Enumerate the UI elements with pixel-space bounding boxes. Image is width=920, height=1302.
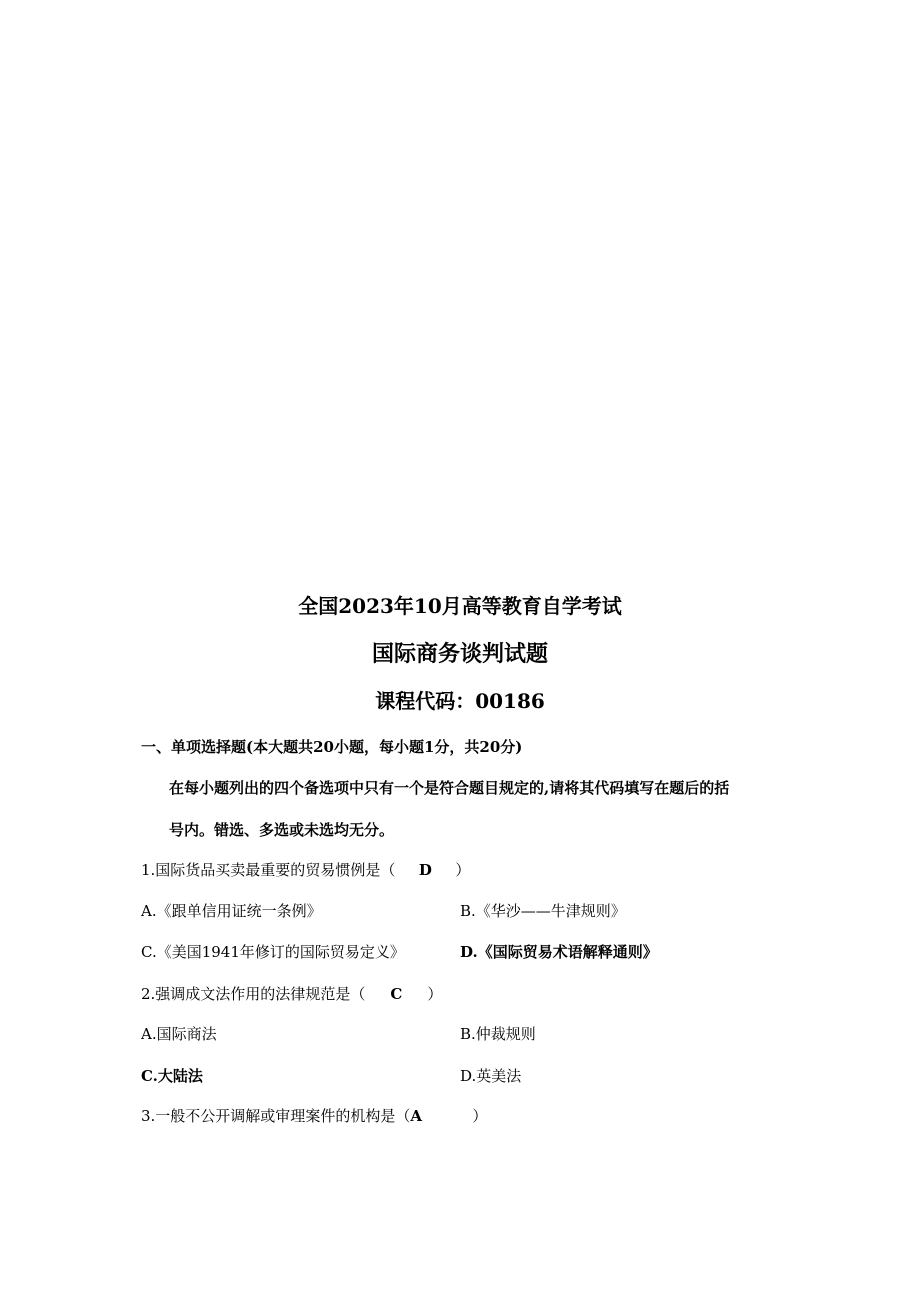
- question-2-option-b: B.仲裁规则: [460, 1025, 536, 1043]
- question-1-close: ）: [455, 861, 471, 879]
- question-1-option-a: A.《跟单信用证统一条例》: [141, 902, 322, 920]
- question-2-option-a: A.国际商法: [141, 1025, 217, 1043]
- question-3-stem: 3.一般不公开调解或审理案件的机构是（: [141, 1107, 411, 1125]
- question-1-stem: 1.国际货品买卖最重要的贸易惯例是（: [141, 861, 396, 879]
- question-2-stem: 2.强调成文法作用的法律规范是（: [141, 985, 366, 1003]
- question-3-close: ）: [472, 1107, 488, 1125]
- question-3: [141, 1105, 487, 1126]
- question-1-option-b: B.《华沙——牛津规则》: [460, 902, 626, 920]
- question-1: [141, 859, 470, 880]
- section-instruction-line2: 号内。错选、多选或未选均无分。: [169, 821, 395, 839]
- course-code: 课程代码：00186: [375, 689, 545, 713]
- question-3-answer: A: [410, 1107, 422, 1125]
- section-heading: 一、单项选择题(本大题共20小题，每小题1分，共20分): [141, 738, 523, 756]
- question-1-answer: D: [418, 861, 432, 879]
- question-2-close: ）: [427, 985, 443, 1003]
- question-2-option-c: C.大陆法: [141, 1067, 203, 1085]
- question-2: [141, 983, 442, 1004]
- question-2-answer: C: [390, 985, 403, 1003]
- question-1-option-c: C.《美国1941年修订的国际贸易定义》: [141, 943, 405, 961]
- section-instruction-line1: 在每小题列出的四个备选项中只有一个是符合题目规定的,请将其代码填写在题后的括: [169, 779, 730, 797]
- exam-title: 全国2023年10月高等教育自学考试: [298, 594, 622, 618]
- subject-title: 国际商务谈判试题: [371, 641, 548, 667]
- question-2-option-d: D.英美法: [460, 1067, 522, 1085]
- question-1-option-d: D.《国际贸易术语解释通则》: [460, 943, 658, 961]
